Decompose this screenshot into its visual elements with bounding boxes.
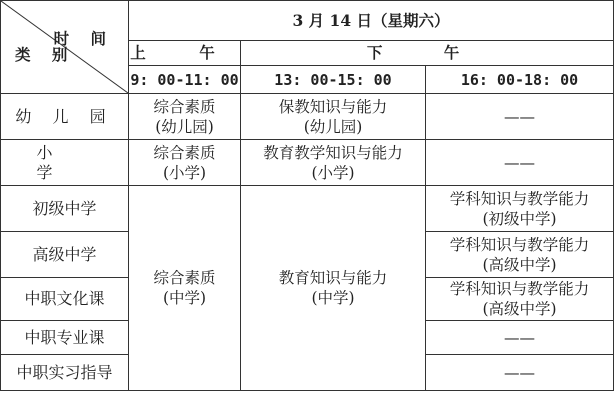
corner-time-label: 时 间: [53, 29, 114, 48]
time-slot-2: 13: 00-15: 00: [241, 66, 426, 94]
time-slot-3: 16: 00-18: 00: [426, 66, 614, 94]
subject-name: 教育知识与能力: [278, 269, 388, 287]
subject-cell: [426, 232, 614, 278]
category-cell: 小 学: [1, 140, 129, 186]
category-cell: 初级中学: [1, 186, 129, 232]
merged-subject-cell-slot1: [129, 186, 241, 391]
subject-cell: [129, 140, 241, 186]
subject-name: 综合素质: [153, 143, 216, 162]
empty-slot-cell: [426, 355, 614, 391]
category-cell: 中职文化课: [1, 278, 129, 321]
table-row: [1, 94, 614, 140]
subject-level: (中学): [162, 289, 207, 307]
subject-level: (幼儿园): [303, 117, 363, 136]
empty-dash: ——: [504, 153, 536, 172]
morning-header: 上 午: [129, 41, 241, 66]
subject-cell: [129, 94, 241, 140]
subject-name: 教育教学知识与能力: [263, 143, 403, 162]
time-slot-1: 9: 00-11: 00: [129, 66, 241, 94]
subject-name: 学科知识与教学能力: [449, 280, 590, 298]
table-row: [1, 186, 614, 232]
category-cell: 中职实习指导: [1, 355, 129, 391]
header-row-date: [1, 1, 614, 41]
subject-level: (中学): [311, 289, 355, 307]
merged-subject-cell-slot2: [241, 186, 426, 391]
corner-header-cell: [1, 1, 129, 94]
empty-slot-cell: [426, 94, 614, 140]
category-cell: 中职专业课: [1, 321, 129, 355]
subject-name: 保教知识与能力: [278, 97, 388, 116]
subject-level: (初级中学): [482, 209, 557, 228]
empty-dash: ——: [504, 107, 536, 126]
exam-date-header: 3 月 14 日（星期六）: [129, 1, 614, 41]
subject-cell: [426, 186, 614, 232]
table-row: [1, 140, 614, 186]
category-cell: 高级中学: [1, 232, 129, 278]
category-cell: 幼 儿 园: [1, 94, 129, 140]
subject-level: (小学): [162, 163, 207, 182]
subject-level: (高级中学): [482, 255, 557, 274]
subject-name: 综合素质: [153, 97, 216, 116]
empty-slot-cell: [426, 321, 614, 355]
subject-cell: [426, 278, 614, 321]
subject-cell: [241, 94, 426, 140]
empty-slot-cell: [426, 140, 614, 186]
subject-name: 学科知识与教学能力: [449, 189, 590, 208]
subject-cell: [241, 140, 426, 186]
subject-level: (小学): [311, 163, 355, 182]
afternoon-header: 下 午: [241, 41, 614, 66]
empty-dash: ——: [504, 328, 536, 347]
subject-level: (幼儿园): [155, 117, 214, 136]
subject-name: 学科知识与教学能力: [449, 235, 590, 254]
subject-name: 综合素质: [153, 269, 216, 287]
corner-category-label: 类 别: [15, 45, 76, 64]
subject-level: (高级中学): [482, 300, 557, 318]
empty-dash: ——: [504, 363, 536, 382]
